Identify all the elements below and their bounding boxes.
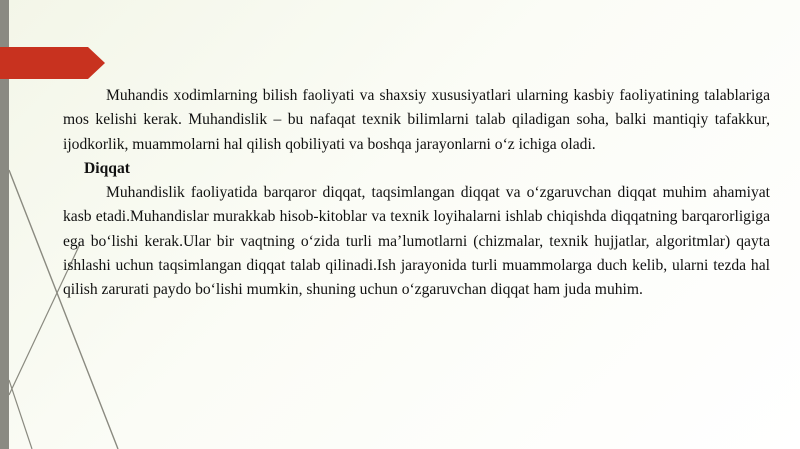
slide-content xyxy=(63,84,770,303)
red-arrow-tab xyxy=(0,47,105,79)
attention-paragraph: Muhandislik faoliyatida barqaror diqqat, taqsimlangan diqqat va o‘zgaruvchan diqqat muhim ahamiyat kasb etadi.Muhandislar murakkab hisob-kitoblar va texnik loyihalarni ishlab chiqishda diqqatning barqarorligiga ega bo‘lishi kerak.Ular bir vaqtning o‘zida turli ma’lumotlarni (chizmalar, texnik hujjatlar, algoritmlar) qayta ishlashi uchun taqsimlangan diqqat talab qilinadi.Ish jarayonida turli muammolarga duch kelib, ularni tezda hal qilish zarurati paydo bo‘lishi mumkin, shuning uchun o‘zgaruvchan diqqat ham juda muhim. xyxy=(63,184,770,299)
decorative-line-2 xyxy=(9,380,32,449)
section-heading: Diqqat xyxy=(84,159,130,177)
intro-paragraph: Muhandis xodimlarning bilish faoliyati va shaxsiy xususiyatlari ularning kasbiy faoliyatining talablariga mos kelishi kerak. Muhandislik – bu nafaqat texnik bilimlarni talab qiladigan soha, balki mantiqiy tafakkur, ijodkorlik, muammolarni hal qilish qobiliyati va boshqa jarayonlarni o‘z ichiga oladi. xyxy=(63,87,770,153)
